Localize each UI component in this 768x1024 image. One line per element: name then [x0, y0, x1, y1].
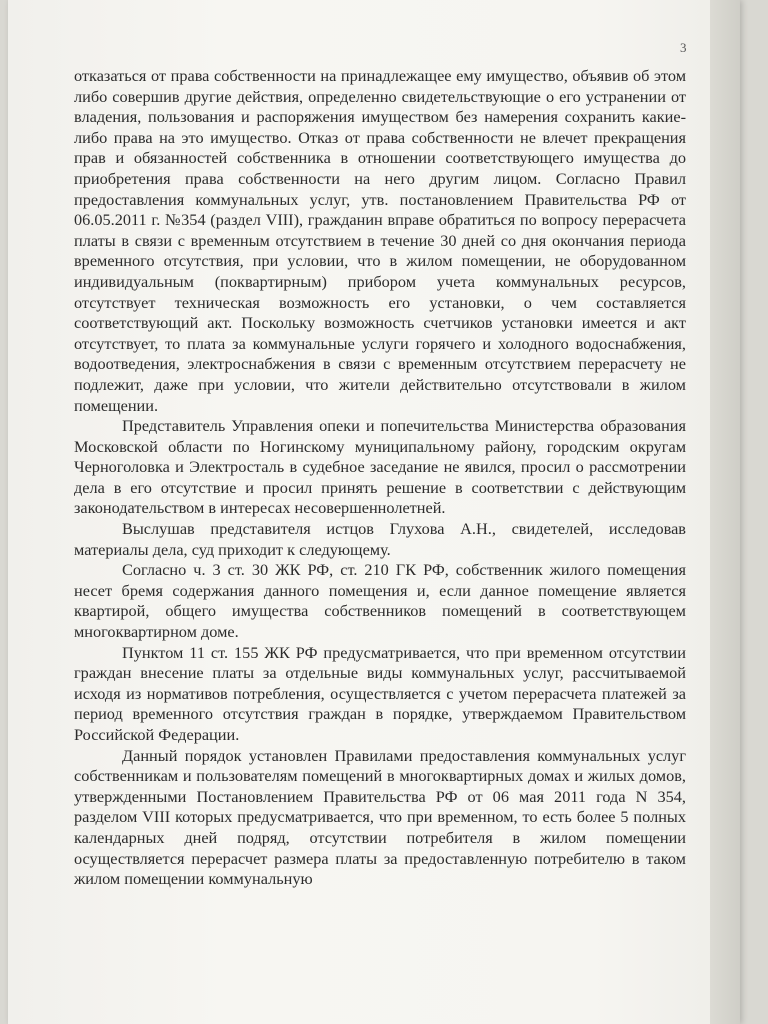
- page-number: 3: [680, 40, 687, 55]
- paragraph-housing-code-155: Пунктом 11 ст. 155 ЖК РФ предусматривается, что при временном отсутствии граждан внесение платы за отдельные виды коммунальных услуг, рассчитываемой исходя из нормативов потребления, осуществляется с учетом перерасчета платежей за период временного отсутствия граждан в порядке, утверждаемом Правительством Российской Федерации.: [74, 642, 686, 744]
- page-edge-shadow: [710, 0, 740, 1024]
- document-body: [74, 66, 686, 890]
- paragraph-continuation: отказаться от права собственности на принадлежащее ему имущество, объявив об этом либо совершив другие действия, определенно свидетельствующие о его устранении от владения, пользования и распоряжения имуществом без намерения сохранить какие-либо права на это имущество. Отказ от права собственности не влечет прекращения прав и обязанностей собственника в отношении соответствующего имущества до приобретения права собственности на него другим лицом. Согласно Правил предоставления коммунальных услуг, утв. постановлением Правительства РФ от 06.05.2011 г. №354 (раздел VIII), гражданин вправе обратиться по вопросу перерасчета платы в связи с временным отсутствием в течение 30 дней со дня окончания периода временного отсутствия, при условии, что в жилом помещении, не оборудованном индивидуальным (поквартирным) прибором учета коммунальных ресурсов, отсутствует техническая возможность его установки, о чем составляется соответствующий акт. Поскольку возможность счетчиков установки имеется и акт отсутствует, то плата за коммунальные услуги горячего и холодного водоснабжения, водоотведения, электроснабжения в связи с временным отсутствием перерасчету не подлежит, даже при условии, что жители действительно отсутствовали в жилом помещении.: [74, 66, 686, 415]
- document-page: [8, 0, 740, 1024]
- paragraph-court-hearing: Выслушав представителя истцов Глухова А.Н., свидетелей, исследовав материалы дела, суд приходит к следующему.: [74, 519, 686, 559]
- paragraph-housing-code-30: Согласно ч. 3 ст. 30 ЖК РФ, ст. 210 ГК РФ, собственник жилого помещения несет бремя содержания данного помещения и, если данное помещение является квартирой, общего имущества собственников помещений в соответствующем многоквартирном доме.: [74, 560, 686, 642]
- paragraph-utility-rules: Данный порядок установлен Правилами предоставления коммунальных услуг собственникам и пользователям помещений в многоквартирных домах и жилых домов, утвержденными Постановлением Правительства РФ от 06 мая 2011 года N 354, разделом VIII которых предусматривается, что при временном, то есть более 5 полных календарных дней подряд, отсутствии потребителя в жилом помещении осуществляется перерасчет размера платы за предоставленную потребителю в таком жилом помещении коммунальную: [74, 745, 686, 889]
- paragraph-guardianship-representative: Представитель Управления опеки и попечительства Министерства образования Московской области по Ногинскому муниципальному району, городским округам Черноголовка и Электросталь в судебное заседание не явился, просил о рассмотрении дела в его отсутствие и просил принять решение в соответствии с действующим законодательством в интересах несовершеннолетней.: [74, 416, 686, 518]
